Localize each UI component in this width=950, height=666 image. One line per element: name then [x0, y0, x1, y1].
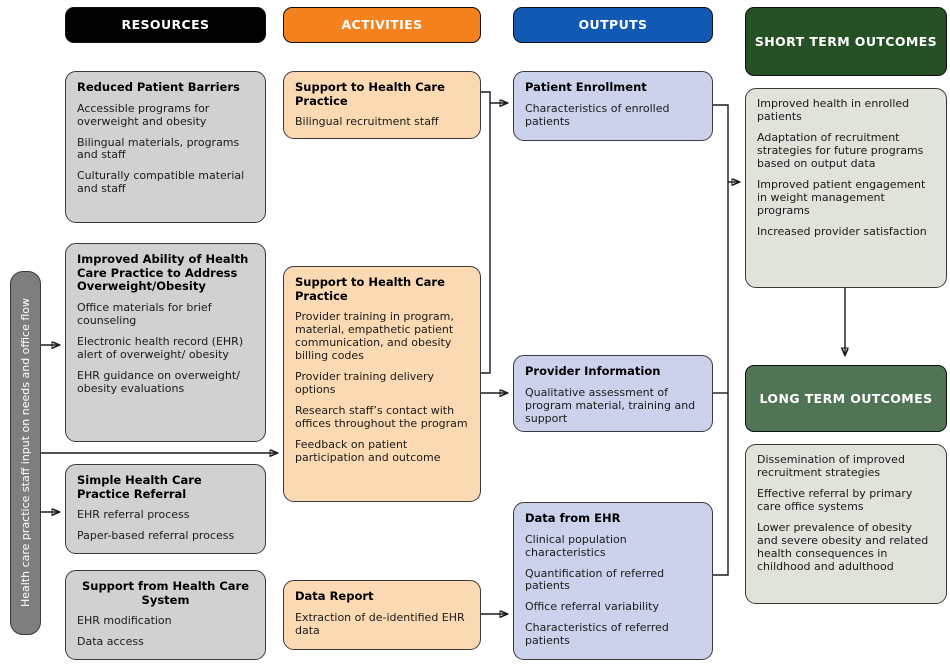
box-title: Patient Enrollment: [525, 80, 647, 94]
header-resources: RESOURCES: [65, 7, 266, 43]
box-title: Support from Health Care System: [81, 579, 250, 607]
box-title: Reduced Patient Barriers: [77, 80, 240, 94]
box-item: Provider training delivery options: [295, 370, 435, 396]
box-item: Accessible programs for overweight and obesity: [77, 101, 210, 128]
resources-box-support-system: [65, 570, 266, 660]
box-title: Simple Health Care Practice Referral: [77, 473, 202, 501]
outputs-box-patient-enrollment: [513, 71, 713, 141]
box-item: Improved patient engagement in weight management programs: [757, 177, 926, 217]
box-title: Data from EHR: [525, 511, 621, 525]
box-title: Support to Health Care Practice: [295, 80, 445, 108]
long-term-outcomes-box: [745, 444, 947, 604]
box-item: Research staff’s contact with offices throughout the program: [295, 403, 468, 430]
header-outputs: OUTPUTS: [513, 7, 713, 43]
box-item: Quantification of referred patients: [525, 566, 665, 593]
box-item: Adaptation of recruitment strategies for future programs based on output data: [757, 130, 924, 170]
box-item: Dissemination of improved recruitment strategies: [757, 453, 905, 479]
header-long-term-outcomes: LONG TERM OUTCOMES: [745, 365, 947, 432]
box-item: Clinical population characteristics: [525, 532, 627, 559]
box-item: Characteristics of referred patients: [525, 621, 669, 648]
bracket-activities-connector: [481, 92, 490, 373]
box-title: Support to Health Care Practice: [295, 275, 445, 303]
header-short-term-outcomes: SHORT TERM OUTCOMES: [745, 7, 947, 76]
box-item: Qualitative assessment of program material, training and support: [525, 385, 696, 425]
box-item: Feedback on patient participation and outcome: [295, 437, 441, 464]
box-item: Paper-based referral process: [77, 529, 235, 543]
box-item: Office referral variability: [525, 600, 659, 614]
box-item: Extraction of de-identified EHR data: [295, 610, 465, 637]
box-item: Effective referral by primary care office systems: [757, 486, 913, 513]
resources-box-improved-ability: [65, 243, 266, 442]
bracket-outputs-connector: [713, 105, 728, 575]
activities-box-support-practice-1: [283, 71, 481, 139]
header-activities: ACTIVITIES: [283, 7, 481, 43]
box-item: EHR modification: [77, 614, 172, 628]
box-title: Improved Ability of Health Care Practice to Address Overweight/Obesity: [77, 252, 249, 294]
box-item: Data access: [77, 635, 144, 649]
resources-box-simple-referral: [65, 464, 266, 554]
short-term-outcomes-box: [745, 88, 947, 288]
activities-box-data-report: [283, 580, 481, 650]
box-item: EHR referral process: [77, 508, 190, 522]
sidebar-staff-input-bar: [10, 271, 41, 635]
sidebar-label: Health care practice staff input on needs and office flow: [19, 298, 32, 608]
box-title: Provider Information: [525, 364, 661, 378]
box-item: Bilingual recruitment staff: [295, 115, 439, 129]
box-item: Office materials for brief counseling: [77, 300, 212, 327]
outputs-box-provider-information: [513, 355, 713, 432]
box-item: Provider training in program, material, empathetic patient communication, and obesity billing codes: [295, 310, 454, 363]
box-item: Characteristics of enrolled patients: [525, 101, 670, 128]
box-item: Electronic health record (EHR) alert of overweight/ obesity: [77, 334, 244, 361]
box-item: EHR guidance on overweight/ obesity evaluations: [77, 368, 240, 395]
box-item: Increased provider satisfaction: [757, 224, 927, 238]
box-title: Data Report: [295, 589, 374, 603]
box-item: Lower prevalence of obesity and severe obesity and related health consequences in childhood and adulthood: [757, 520, 929, 573]
resources-box-reduced-patient-barriers: [65, 71, 266, 223]
box-item: Improved health in enrolled patients: [757, 97, 910, 123]
outputs-box-data-from-ehr: [513, 502, 713, 660]
activities-box-support-practice-2: [283, 266, 481, 502]
box-item: Culturally compatible material and staff: [77, 169, 245, 196]
box-item: Bilingual materials, programs and staff: [77, 135, 240, 162]
